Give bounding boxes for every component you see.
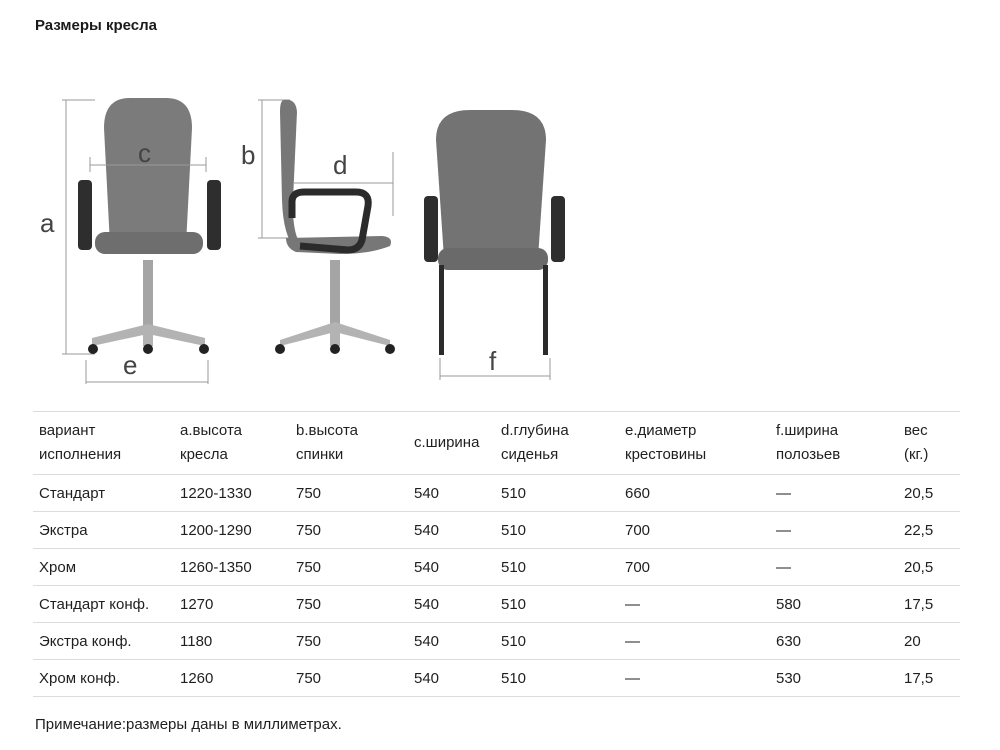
cell-sled-width: 530: [770, 660, 898, 697]
header-base-diameter: e.диаметр крестовины: [619, 412, 770, 475]
cell-variant: Хром: [33, 549, 174, 586]
cell-base-diameter: 700: [619, 512, 770, 549]
cell-sled-width: —: [770, 512, 898, 549]
table-row: [33, 586, 960, 623]
cell-back-height: 750: [290, 586, 408, 623]
cell-seat-depth: 510: [495, 660, 619, 697]
table-row: [33, 475, 960, 512]
dim-label-f: f: [489, 346, 497, 376]
cell-width: 540: [408, 475, 495, 512]
table-row: [33, 660, 960, 697]
cell-base-diameter: —: [619, 586, 770, 623]
cell-weight: 20,5: [898, 549, 960, 586]
cell-variant: Стандарт: [33, 475, 174, 512]
cell-seat-depth: 510: [495, 475, 619, 512]
dim-label-e: e: [123, 350, 138, 380]
table-header-row: [33, 412, 960, 475]
cell-variant: Экстра: [33, 512, 174, 549]
table-row: [33, 512, 960, 549]
cell-seat-depth: 510: [495, 623, 619, 660]
cell-height: 1270: [174, 586, 290, 623]
header-back-height: b.высота спинки: [290, 412, 408, 475]
cell-seat-depth: 510: [495, 586, 619, 623]
cell-weight: 17,5: [898, 660, 960, 697]
cell-back-height: 750: [290, 512, 408, 549]
cell-width: 540: [408, 586, 495, 623]
cell-base-diameter: 660: [619, 475, 770, 512]
chair-specs-table: [33, 411, 960, 697]
header-width: c.ширина: [408, 412, 495, 475]
cell-width: 540: [408, 512, 495, 549]
cell-height: 1180: [174, 623, 290, 660]
table-row: [33, 549, 960, 586]
cell-variant: Хром конф.: [33, 660, 174, 697]
cell-base-diameter: —: [619, 660, 770, 697]
cell-sled-width: 580: [770, 586, 898, 623]
cell-seat-depth: 510: [495, 549, 619, 586]
header-seat-depth: d.глубина сиденья: [495, 412, 619, 475]
chair-dimensions-diagram: [0, 80, 620, 400]
dim-label-b: b: [241, 140, 256, 170]
cell-variant: Экстра конф.: [33, 623, 174, 660]
cell-width: 540: [408, 623, 495, 660]
header-height: a.высота кресла: [174, 412, 290, 475]
cell-height: 1200-1290: [174, 512, 290, 549]
header-weight: вес (кг.): [898, 412, 960, 475]
cell-back-height: 750: [290, 623, 408, 660]
cell-weight: 17,5: [898, 586, 960, 623]
cell-weight: 22,5: [898, 512, 960, 549]
cell-weight: 20: [898, 623, 960, 660]
chair-conference-view: [424, 110, 565, 380]
footnote: Примечание:размеры даны в миллиметрах.: [35, 716, 342, 733]
cell-back-height: 750: [290, 475, 408, 512]
cell-weight: 20,5: [898, 475, 960, 512]
cell-height: 1260: [174, 660, 290, 697]
header-variant: вариант исполнения: [33, 412, 174, 475]
cell-width: 540: [408, 549, 495, 586]
cell-width: 540: [408, 660, 495, 697]
chair-diagram-svg: [0, 80, 620, 400]
chair-side-view: [258, 100, 395, 354]
cell-base-diameter: 700: [619, 549, 770, 586]
cell-variant: Стандарт конф.: [33, 586, 174, 623]
header-sled-width: f.ширина полозьев: [770, 412, 898, 475]
dim-label-d: d: [333, 150, 348, 180]
cell-sled-width: —: [770, 549, 898, 586]
cell-back-height: 750: [290, 549, 408, 586]
dim-label-a: a: [40, 208, 55, 238]
cell-sled-width: 630: [770, 623, 898, 660]
cell-sled-width: —: [770, 475, 898, 512]
cell-seat-depth: 510: [495, 512, 619, 549]
cell-back-height: 750: [290, 660, 408, 697]
cell-base-diameter: —: [619, 623, 770, 660]
table-row: [33, 623, 960, 660]
cell-height: 1220-1330: [174, 475, 290, 512]
dim-label-c: c: [138, 138, 151, 168]
cell-height: 1260-1350: [174, 549, 290, 586]
page-title: Размеры кресла: [35, 17, 158, 34]
